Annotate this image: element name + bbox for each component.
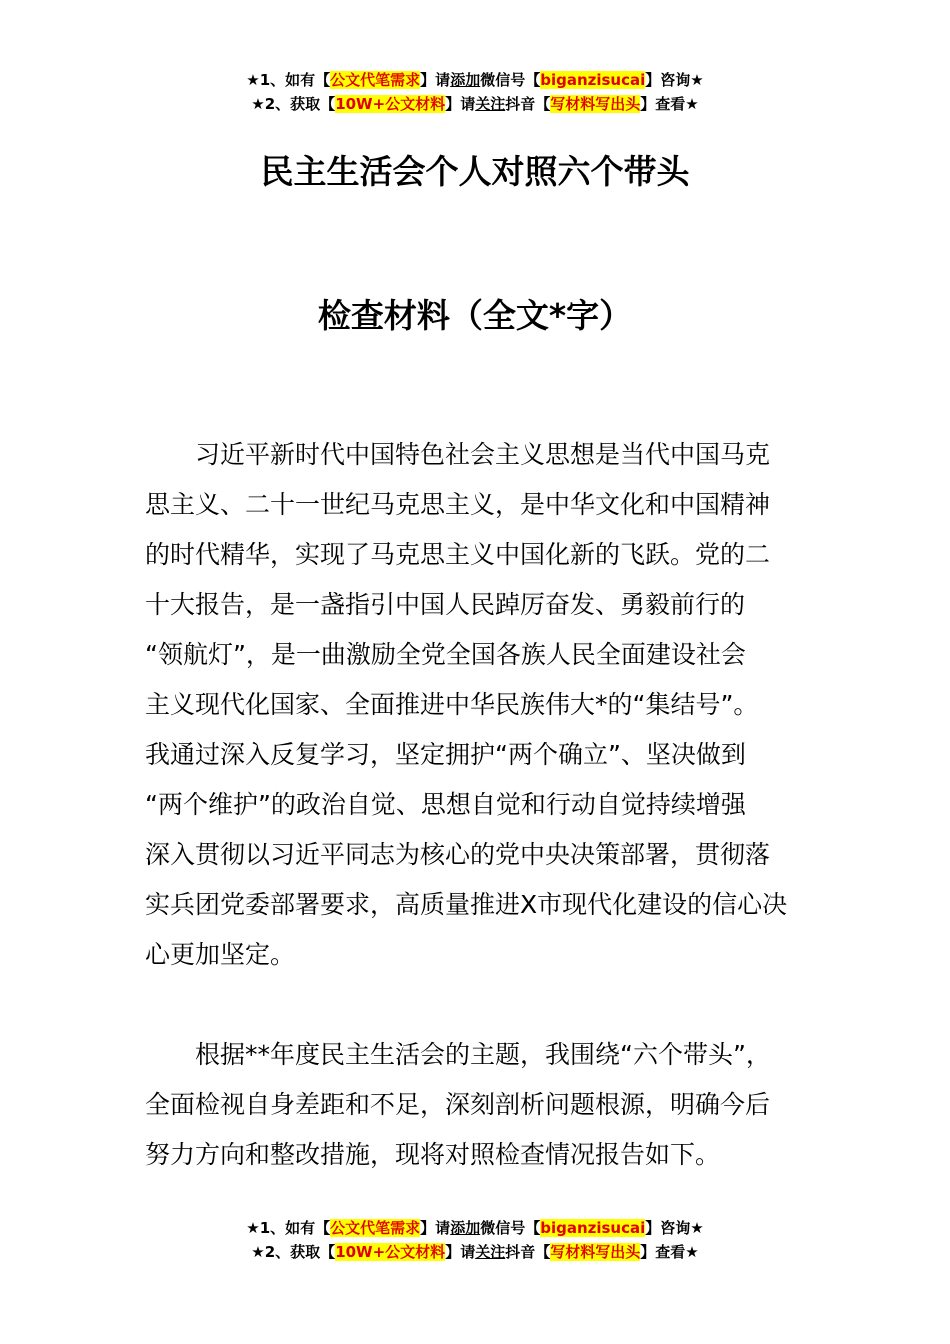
highlight-wechat-id: biganzisucai: [540, 1219, 646, 1237]
paragraph-1: [145, 430, 810, 980]
banner-line-2: ★2、获取【10W+公文材料】请关注抖音【写材料写出头】查看★: [251, 1243, 699, 1261]
text-line: “两个维护”的政治自觉、思想自觉和行动自觉持续增强: [145, 790, 746, 819]
text-line: 十大报告，是一盏指引中国人民踔厉奋发、勇毅前行的: [145, 590, 746, 619]
text-line: 深入贯彻以习近平同志为核心的党中央决策部署，贯彻落: [145, 840, 771, 869]
text-line: 根据**年度民主生活会的主题，我围绕“六个带头”，: [145, 1040, 771, 1069]
text-line: 全面检视自身差距和不足，深刻剖析问题根源，明确今后: [145, 1090, 771, 1119]
highlight-service: 公文代笔需求: [330, 71, 421, 89]
text-line: 主义现代化国家、全面推进中华民族伟大*的“集结号”。: [145, 690, 759, 719]
text-line: 实兵团党委部署要求，高质量推进X市现代化建设的信心决: [145, 890, 788, 919]
bottom-banner: [0, 1216, 950, 1264]
text-line: “领航灯”，是一曲激励全党全国各族人民全面建设社会: [145, 640, 746, 669]
paragraph-2: [145, 1030, 810, 1180]
document-title-line-1: 民主生活会个人对照六个带头: [260, 152, 690, 191]
document-title-line-2: 检查材料（全文*字）: [317, 296, 633, 335]
banner-line-1: ★1、如有【公文代笔需求】请添加微信号【biganzisucai】咨询★: [246, 71, 704, 89]
highlight-materials: 10W+公文材料: [335, 95, 446, 113]
text-line: 努力方向和整改措施，现将对照检查情况报告如下。: [145, 1140, 721, 1169]
top-banner: [0, 68, 950, 116]
highlight-douyin: 写材料写出头: [550, 1243, 641, 1261]
banner-line-2: ★2、获取【10W+公文材料】请关注抖音【写材料写出头】查看★: [251, 95, 699, 113]
text-line: 的时代精华，实现了马克思主义中国化新的飞跃。党的二: [145, 540, 771, 569]
text-line: 习近平新时代中国特色社会主义思想是当代中国马克: [145, 440, 771, 469]
highlight-wechat-id: biganzisucai: [540, 71, 646, 89]
text-line: 思主义、二十一世纪马克思主义，是中华文化和中国精神: [145, 490, 771, 519]
banner-line-1: ★1、如有【公文代笔需求】请添加微信号【biganzisucai】咨询★: [246, 1219, 704, 1237]
highlight-materials: 10W+公文材料: [335, 1243, 446, 1261]
highlight-douyin: 写材料写出头: [550, 95, 641, 113]
highlight-service: 公文代笔需求: [330, 1219, 421, 1237]
text-line: 我通过深入反复学习，坚定拥护“两个确立”、坚决做到: [145, 740, 746, 769]
text-line: 心更加坚定。: [145, 940, 296, 969]
